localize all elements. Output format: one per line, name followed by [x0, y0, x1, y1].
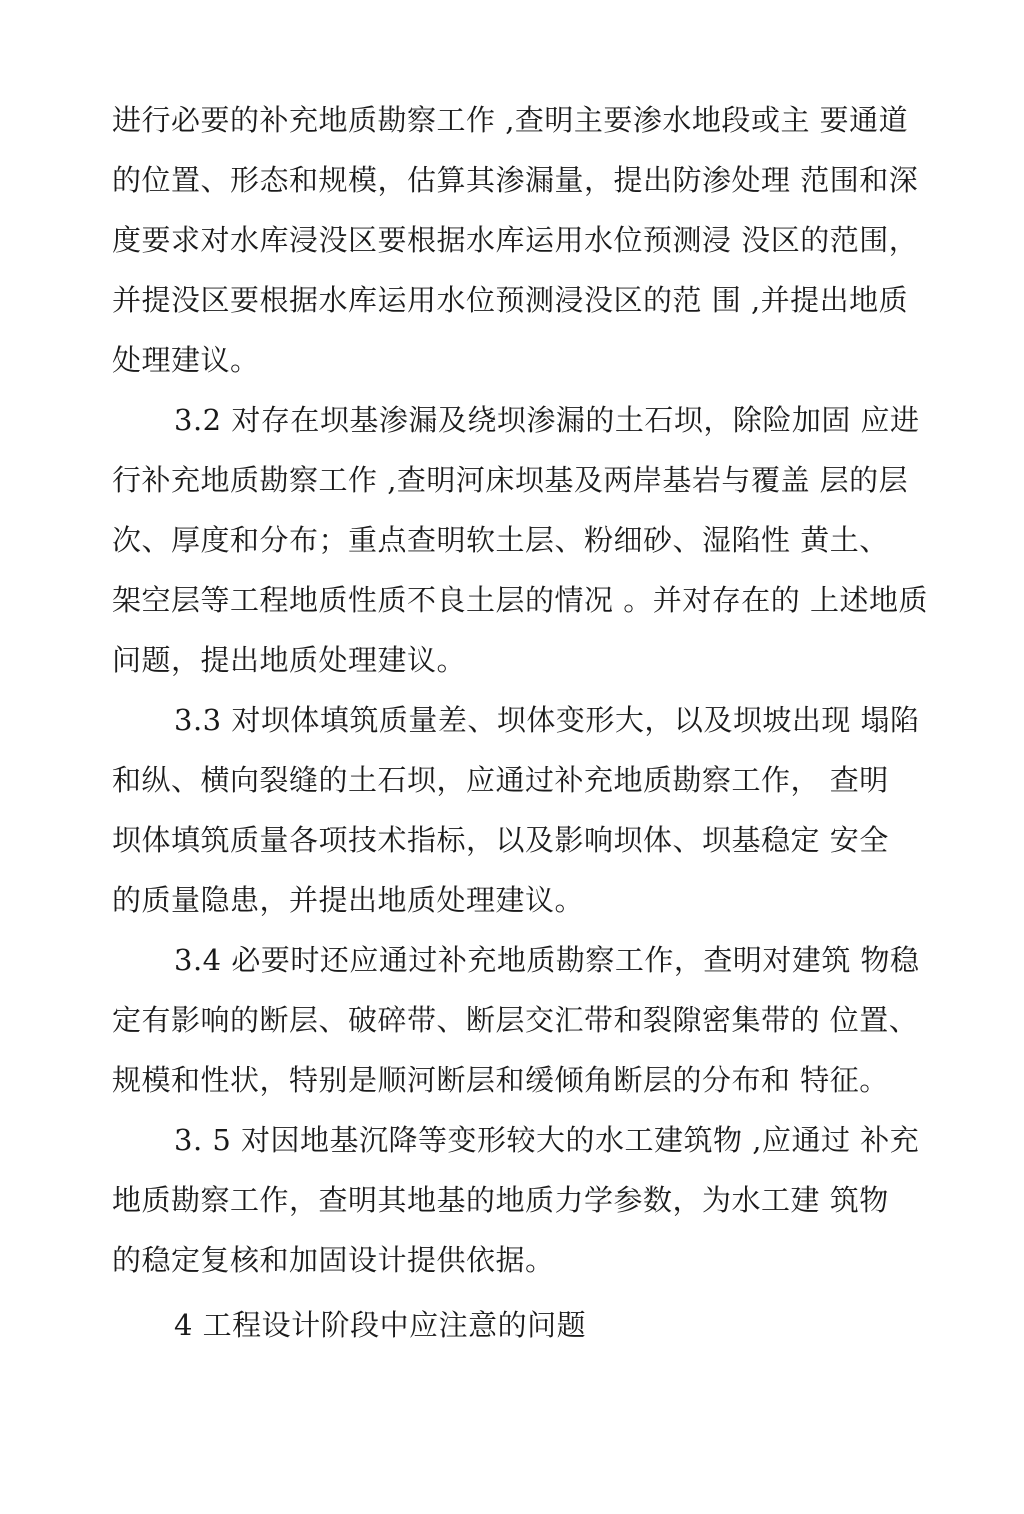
paragraph-line: 规模和性状，特别是顺河断层和缓倾角断层的分布和 特征。 — [112, 1063, 889, 1097]
paragraph-line: 架空层等工程地质性质不良土层的情况 。并对存在的 上述地质 — [112, 583, 928, 617]
paragraph-line: 定有影响的断层、破碎带、断层交汇带和裂隙密集带的 位置、 — [112, 1003, 919, 1037]
paragraph-line: 地质勘察工作，查明其地基的地质力学参数，为水工建 筑物 — [112, 1183, 889, 1217]
paragraph-line: 问题，提出地质处理建议。 — [112, 643, 467, 677]
paragraph-line: 和纵、横向裂缝的土石坝，应通过补充地质勘察工作， 查明 — [112, 763, 889, 797]
paragraph-line: 3.3 对坝体填筑质量差、坝体变形大，以及坝坡出现 塌陷 — [174, 703, 920, 737]
paragraph-line: 的质量隐患，并提出地质处理建议。 — [112, 883, 585, 917]
paragraph-line: 3.2 对存在坝基渗漏及绕坝渗漏的土石坝，除险加固 应进 — [174, 403, 920, 437]
paragraph-line: 进行必要的补充地质勘察工作 ,查明主要渗水地段或主 要通道 — [112, 103, 909, 137]
paragraph-line: 行补充地质勘察工作 ,查明河床坝基及两岸基岩与覆盖 层的层 — [112, 463, 909, 497]
paragraph-line: 3.4 必要时还应通过补充地质勘察工作，查明对建筑 物稳 — [174, 943, 920, 977]
paragraph-line: 坝体填筑质量各项技术指标，以及影响坝体、坝基稳定 安全 — [112, 823, 889, 857]
paragraph-line: 的位置、形态和规模，估算其渗漏量，提出防渗处理 范围和深 — [112, 163, 919, 197]
paragraph-line: 处理建议。 — [112, 343, 260, 377]
paragraph-line: 度要求对水库浸没区要根据水库运用水位预测浸 没区的范围， — [112, 223, 919, 257]
paragraph-line: 的稳定复核和加固设计提供依据。 — [112, 1243, 555, 1277]
paragraph-line: 并提没区要根据水库运用水位预测浸没区的范 围 ,并提出地质 — [112, 283, 909, 317]
paragraph-line: 次、厚度和分布；重点查明软土层、粉细砂、湿陷性 黄土、 — [112, 523, 889, 557]
paragraph-line: 3. 5 对因地基沉降等变形较大的水工建筑物 ,应通过 补充 — [174, 1123, 920, 1157]
section-heading: 4 工程设计阶段中应注意的问题 — [174, 1308, 587, 1342]
